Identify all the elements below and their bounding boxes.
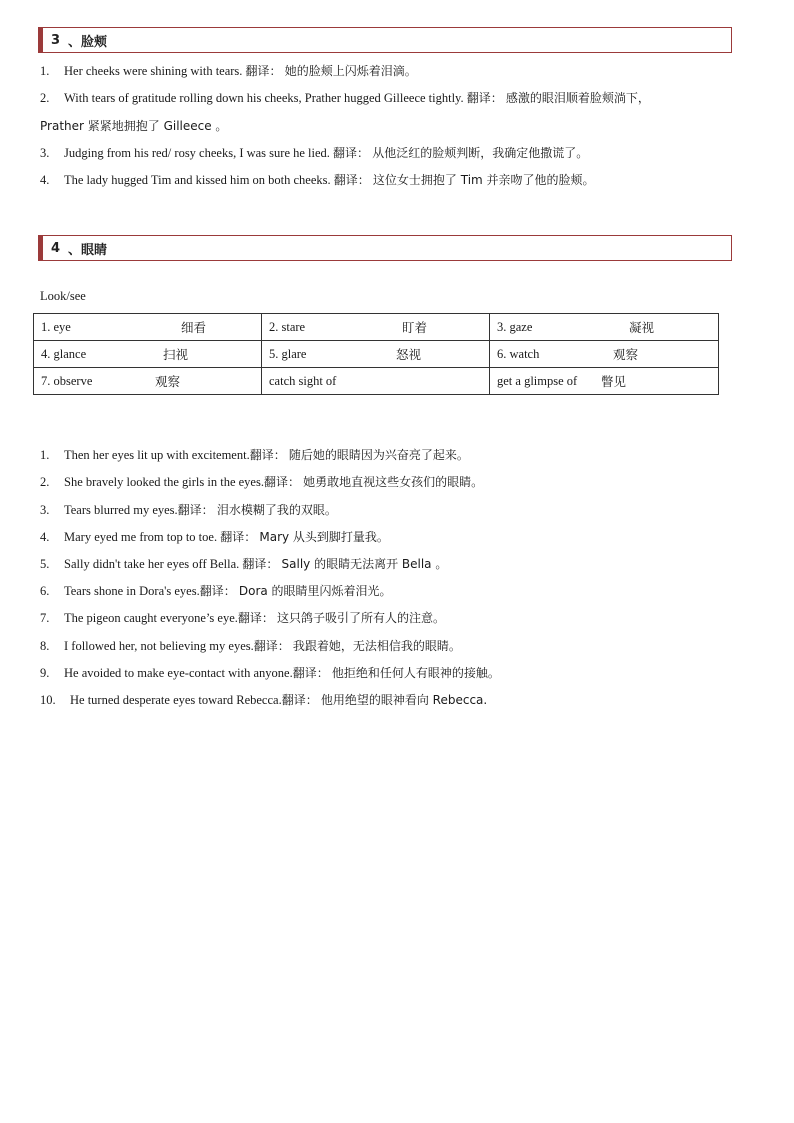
section-4-header bbox=[38, 235, 732, 261]
table-cell: 6. watch 观察 bbox=[490, 341, 719, 368]
table-cell: 5. glare 怒视 bbox=[262, 341, 490, 368]
section-3-header bbox=[38, 27, 732, 53]
eye-sentence-8: 8. I followed her, not believing my eyes.翻译： 我跟着她，无法相信我的眼睛。 bbox=[40, 639, 461, 653]
table-row bbox=[34, 341, 719, 368]
table-cell: 3. gaze 凝视 bbox=[490, 314, 719, 341]
eye-sentence-2: 2. She bravely looked the girls in the eyes.翻译： 她勇敢地直视这些女孩们的眼睛。 bbox=[40, 475, 484, 489]
eye-sentence-6: 6. Tears shone in Dora's eyes.翻译： Dora 的眼睛里闪烁着泪光。 bbox=[40, 584, 392, 598]
table-cell: 7. observe 观察 bbox=[34, 368, 262, 395]
table-row bbox=[34, 314, 719, 341]
section-3-title: 、脸颊 bbox=[68, 34, 108, 50]
eye-sentence-10: 10. He turned desperate eyes toward Rebecca.翻译： 他用绝望的眼神看向 Rebecca. bbox=[40, 693, 488, 707]
section-4-number: 4 bbox=[51, 240, 61, 256]
section-3-number: 3 bbox=[51, 32, 61, 48]
cheek-sentence-2-continuation: Prather 紧紧地拥抱了 Gilleece 。 bbox=[40, 119, 228, 133]
vocab-subtitle: Look/see bbox=[40, 289, 86, 303]
eye-sentence-7: 7. The pigeon caught everyone’s eye.翻译： 这只鸽子吸引了所有人的注意。 bbox=[40, 611, 446, 625]
table-cell: catch sight of bbox=[262, 368, 490, 395]
cheek-sentence-4: 4. The lady hugged Tim and kissed him on both cheeks. 翻译： 这位女士拥抱了 Tim 并亲吻了他的脸颊。 bbox=[40, 173, 595, 187]
cheek-sentence-1: 1. Her cheeks were shining with tears. 翻译： 她的脸颊上闪烁着泪滴。 bbox=[40, 64, 417, 78]
eye-sentence-1: 1. Then her eyes lit up with excitement.翻译： 随后她的眼睛因为兴奋亮了起来。 bbox=[40, 448, 469, 462]
vocab-table bbox=[33, 313, 719, 395]
eye-sentence-5: 5. Sally didn't take her eyes off Bella. 翻译： Sally 的眼睛无法离开 Bella 。 bbox=[40, 557, 448, 571]
eye-sentence-9: 9. He avoided to make eye-contact with anyone.翻译： 他拒绝和任何人有眼神的接触。 bbox=[40, 666, 500, 680]
table-row bbox=[34, 368, 719, 395]
eye-sentence-4: 4. Mary eyed me from top to toe. 翻译： Mary 从头到脚打量我。 bbox=[40, 530, 389, 544]
cheek-sentence-3: 3. Judging from his red/ rosy cheeks, I was sure he lied. 翻译： 从他泛红的脸颊判断，我确定他撒谎了。 bbox=[40, 146, 589, 160]
table-cell: 2. stare 盯着 bbox=[262, 314, 490, 341]
table-cell: 1. eye 细看 bbox=[34, 314, 262, 341]
section-4-title: 、眼睛 bbox=[68, 242, 108, 258]
cheek-sentence-2: 2. With tears of gratitude rolling down his cheeks, Prather hugged Gilleece tightly. 翻译： 感激的眼泪顺着脸颊淌下， bbox=[40, 91, 650, 105]
table-cell: 4. glance 扫视 bbox=[34, 341, 262, 368]
eye-sentence-3: 3. Tears blurred my eyes.翻译： 泪水模糊了我的双眼。 bbox=[40, 503, 337, 517]
table-cell: get a glimpse of 瞥见 bbox=[490, 368, 719, 395]
